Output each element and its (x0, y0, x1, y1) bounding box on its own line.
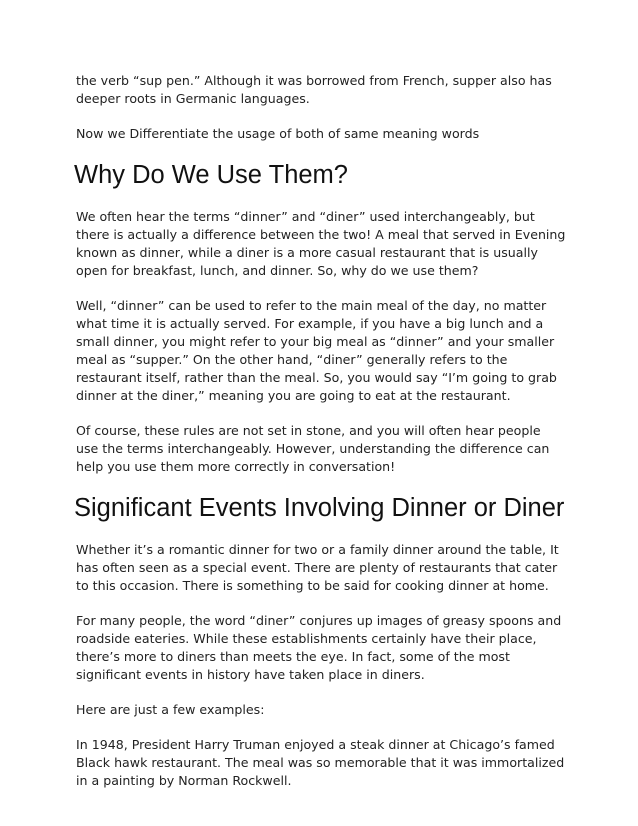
paragraph-examples-intro: Here are just a few examples: (76, 702, 265, 717)
paragraph-main-meal: Well, “dinner” can be used to refer to the main meal of the day, no matter what time it is actually served. For example, if you have a big lunch and a small dinner, you might refer to your big meal as “dinner” and your smaller meal as “supper.” On the other hand, “diner” generally refers to the restaurant itself, rather than the meal. So, you would say “I’m going to grab dinner at the diner,” meaning you are going to eat at the restaurant. (76, 298, 557, 403)
paragraph-truman-example: In 1948, President Harry Truman enjoyed a steak dinner at Chicago’s famed Black hawk restaurant. The meal was so memorable that it was immortalized in a painting by Norman Rockwell. (76, 737, 565, 788)
heading-why-do-we-use-them: Why Do We Use Them? (74, 161, 348, 189)
paragraph-differentiate: Now we Differentiate the usage of both of same meaning words (76, 126, 480, 141)
heading-significant-events: Significant Events Involving Dinner or Diner (74, 494, 565, 522)
paragraph-romantic-dinner: Whether it’s a romantic dinner for two or a family dinner around the table, It has often seen as a special event. There are plenty of restaurants that cater to this occasion. There is something to be said for cooking dinner at home. (76, 542, 559, 593)
paragraph-rules-not-set: Of course, these rules are not set in stone, and you will often hear people use the terms interchangeably. However, understanding the difference can help you use them more correctly in conversation! (76, 423, 550, 474)
paragraph-supper-origin: the verb “sup pen.” Although it was borrowed from French, supper also has deeper roots in Germanic languages. (76, 73, 552, 106)
paragraph-diner-images: For many people, the word “diner” conjures up images of greasy spoons and roadside eateries. While these establishments certainly have their place, there’s more to diners than meets the eye. In fact, some of the most significant events in history have taken place in diners. (76, 613, 562, 682)
paragraph-interchangeable: We often hear the terms “dinner” and “diner” used interchangeably, but there is actually a difference between the two! A meal that served in Evening known as dinner, while a diner is a more casual restaurant that is usually open for breakfast, lunch, and dinner. So, why do we use them? (76, 209, 566, 278)
document-body (76, 72, 566, 807)
